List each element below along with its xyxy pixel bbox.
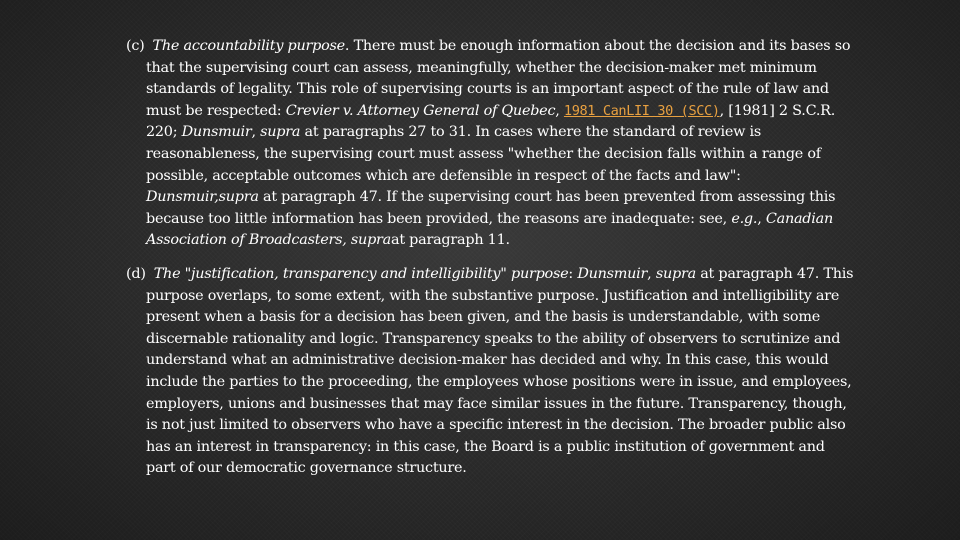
- text-segment: , [1981] 2 S.C.R. 220;: [146, 102, 836, 141]
- paragraph-d: [126, 264, 856, 480]
- text-segment: at paragraphs 27 to 31. In cases where the standard of review is reasonableness, the supervising court must assess "whether the decision falls within a range of possible, acceptable outcomes which are defensible in respect of the facts and law":: [146, 124, 821, 184]
- canlii-citation-link[interactable]: 1981 CanLII 30 (SCC): [563, 102, 720, 119]
- text-segment: ,: [555, 102, 564, 119]
- slide-content: [126, 36, 856, 480]
- case-name: Dunsmuir: [181, 124, 252, 141]
- case-reference: Canadian Association of Broadcasters, supra: [146, 210, 833, 249]
- text-segment: at paragraph 11.: [391, 232, 510, 249]
- text-segment: at paragraph 47. This purpose overlaps, to some extent, with the substantive purpose. Justification and intelligibility are present when a basis for a decision has been given, and the basis is understandable, with some discernable rationality and logic. Transparency speaks to the ability of observers to scrutinize and understand what an administrative decision-maker has decided and why. In this case, this would include the parties to the proceeding, the employees whose positions were in issue, and employees, employers, unions and businesses that may face similar issues in the future. Transparency, though, is not just limited to observers who have a specific interest in the decision. The broader public also has an interest in transparency: in this case, the Board is a public institution of government and part of our democratic governance structure.: [146, 265, 854, 477]
- paragraph-marker: (d): [126, 265, 146, 282]
- text-segment: ,: [647, 265, 656, 282]
- purpose-title: The accountability purpose: [152, 38, 345, 54]
- case-name: Dunsmuir: [577, 265, 648, 282]
- abbreviation: e.g.: [731, 210, 758, 227]
- case-reference: supra: [260, 124, 301, 141]
- case-reference: supra: [655, 265, 696, 282]
- text-segment: at paragraph 47. If the supervising court has been prevented from assessing this because too little information has been provided, the reasons are inadequate: see,: [146, 189, 836, 227]
- text-segment: :: [568, 265, 578, 282]
- case-name: Crevier v. Attorney General of Quebec: [285, 102, 556, 119]
- paragraph-c: [126, 36, 856, 252]
- text-segment: . There must be enough information about the decision and its bases so that the supervising court can assess, meaningfully, whether the decision-maker met minimum standards of legality. This role of supervising courts is an important aspect of the rule of law and must be respected:: [146, 38, 851, 119]
- purpose-title: The "justification, transparency and intelligibility" purpose: [153, 265, 569, 282]
- paragraph-marker: (c): [126, 38, 145, 54]
- text-segment: ,: [251, 124, 261, 141]
- case-reference: Dunsmuir,supra: [146, 189, 259, 206]
- text-segment: ,: [757, 210, 766, 227]
